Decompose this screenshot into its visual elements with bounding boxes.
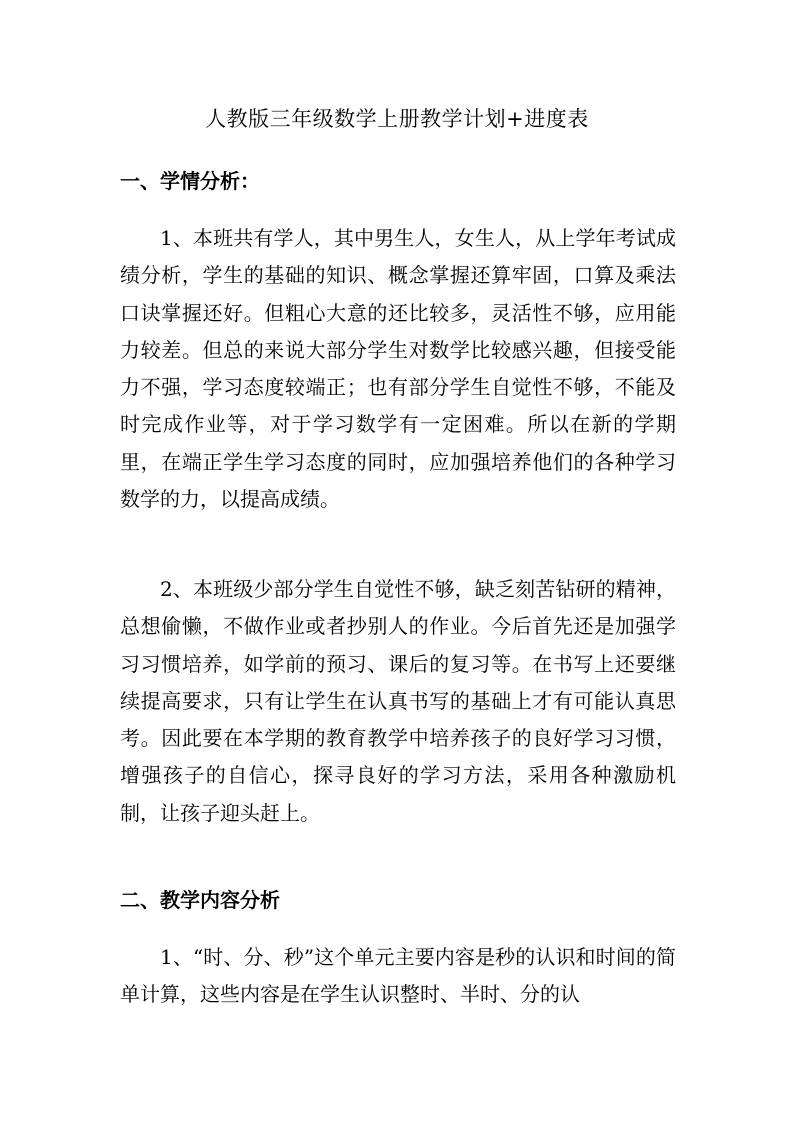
paragraph-learning-analysis-2: 2、本班级少部分学生自觉性不够，缺乏刻苦钻研的精神，总想偷懒，不做作业或者抄别人的作业。今后首先还是加强学习习惯培养，如学前的预习、课后的复习等。在书写上还要继续提高要求，只有让学生在认真书写的基础上才有可能认真思考。因此要在本学期的教育教学中培养孩子的良好学习习惯，增强孩子的自信心，探寻良好的学习方法，采用各种激励机制，让孩子迎头赶上。 (120, 577, 676, 825)
paragraph-learning-analysis-1: 1、本班共有学人，其中男生人，女生人，从上学年考试成绩分析，学生的基础的知识、概念掌握还算牢固，口算及乘法口诀掌握还好。但粗心大意的还比较多，灵活性不够，应用能力较差。但总的来说大部分学生对数学比较感兴趣，但接受能力不强，学习态度较端正；也有部分学生自觉性不够，不能及时完成作业等，对于学习数学有一定困难。所以在新的学期里，在端正学生学习态度的同时，应加强培养他们的各种学习数学的力，以提高成绩。 (120, 226, 676, 512)
document-title: 人教版三年级数学上册教学计划+进度表 (205, 107, 589, 131)
paragraph-content-analysis-1: 1、“时、分、秒”这个单元主要内容是秒的认识和时间的简单计算，这些内容是在学生认识整时、半时、分的认 (120, 945, 676, 1007)
section-heading-content-analysis: 二、教学内容分析 (120, 888, 280, 912)
section-heading-learning-analysis: 一、学情分析： (120, 169, 260, 193)
